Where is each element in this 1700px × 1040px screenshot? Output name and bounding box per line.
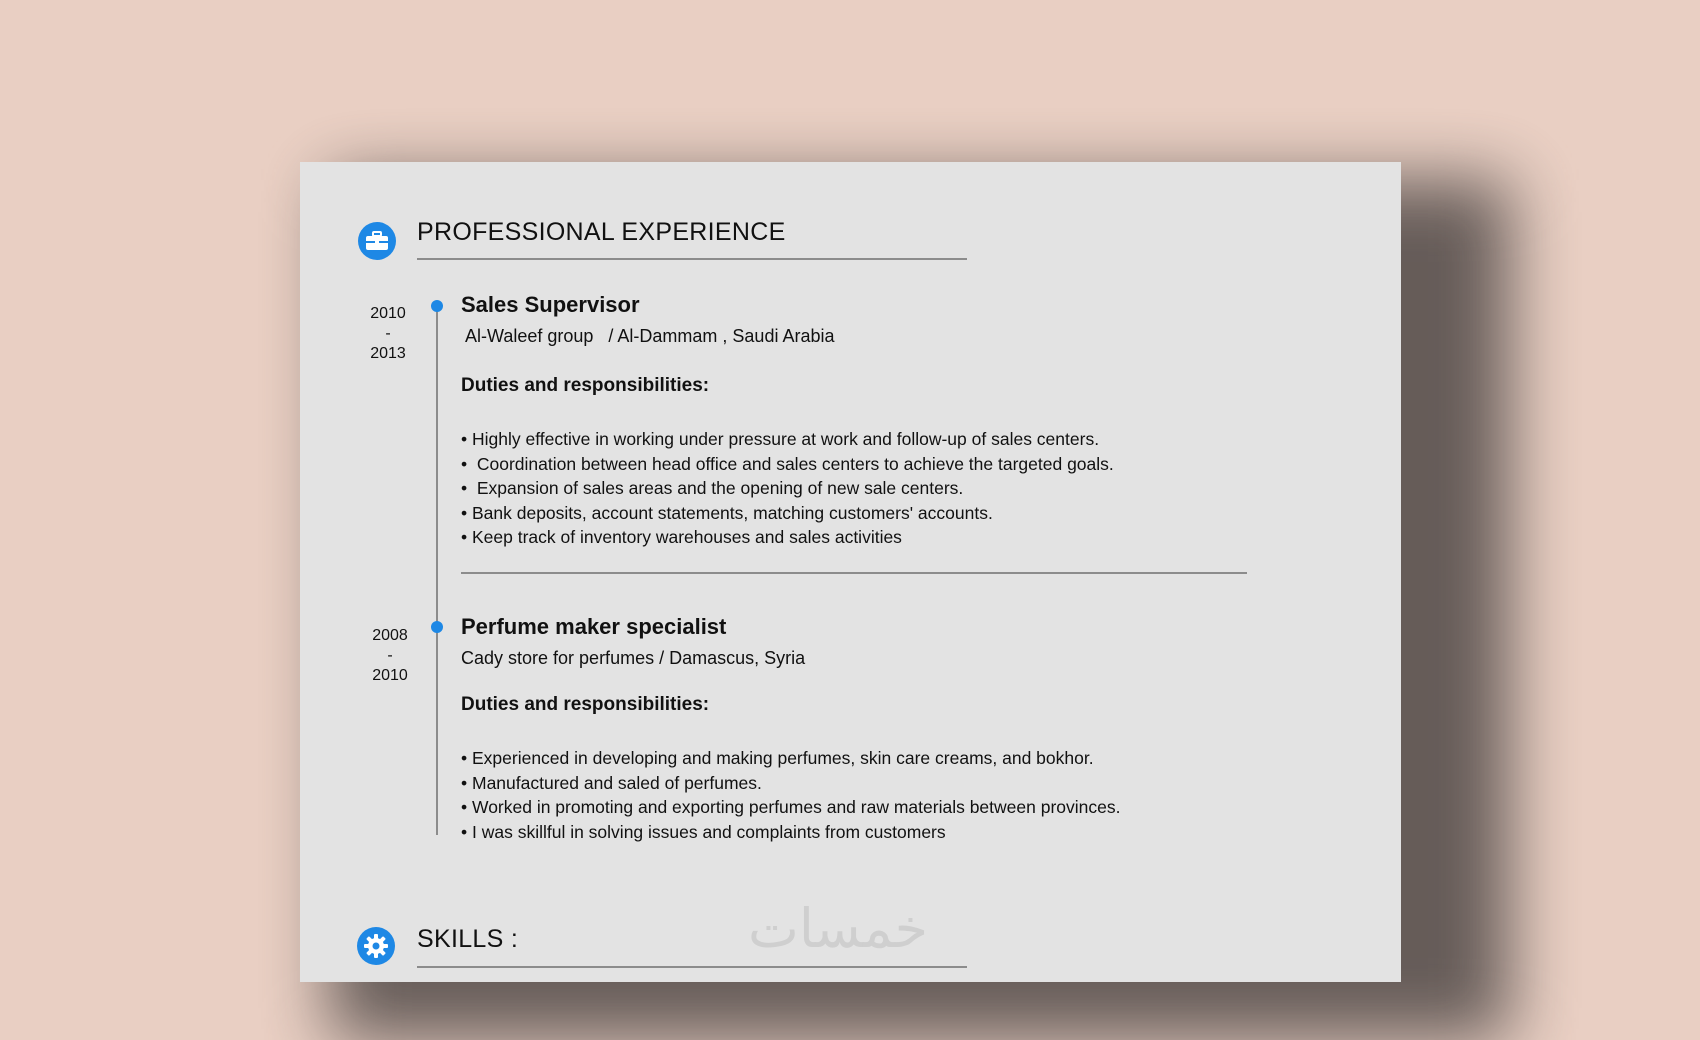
- list-item: • Coordination between head office and sales centers to achieve the targeted goals.: [461, 453, 1114, 474]
- list-item: • Keep track of inventory warehouses and sales activities: [461, 527, 902, 547]
- job-title: Sales Supervisor: [461, 292, 640, 317]
- timeline-dot: [431, 621, 443, 633]
- list-item: • Highly effective in working under pressure at work and follow-up of sales centers.: [461, 429, 1100, 449]
- section-title-skills: SKILLS :: [417, 925, 519, 953]
- duties-list: [461, 427, 1114, 550]
- job-date: 2010 - 2013: [370, 305, 406, 362]
- timeline-dot: [431, 300, 443, 312]
- list-item: • I was skillful in solving issues and complaints from customers: [461, 821, 946, 842]
- list-item: • Bank deposits, account statements, matching customers' accounts.: [461, 502, 993, 523]
- section-title-experience: PROFESSIONAL EXPERIENCE: [417, 218, 786, 246]
- resume-sheet: [300, 162, 1401, 982]
- duties-list: [461, 746, 1120, 844]
- job-company: Cady store for perfumes / Damascus, Syria: [461, 648, 806, 668]
- timeline-line: [436, 305, 438, 835]
- job-divider: [461, 572, 1247, 574]
- job-company: Al-Waleef group / Al-Dammam , Saudi Arabia: [461, 326, 835, 346]
- briefcase-icon: [358, 222, 396, 260]
- duties-heading: Duties and responsibilities:: [461, 375, 710, 396]
- section-rule: [417, 258, 967, 260]
- job-title: Perfume maker specialist: [461, 614, 727, 639]
- job-date: 2008 - 2010: [372, 627, 408, 684]
- list-item: • Worked in promoting and exporting perfumes and raw materials between provinces.: [461, 797, 1121, 817]
- duties-heading: Duties and responsibilities:: [461, 694, 710, 715]
- gear-icon: [357, 927, 395, 965]
- list-item: • Manufactured and saled of perfumes.: [461, 772, 762, 793]
- section-rule: [417, 966, 967, 968]
- list-item: • Expansion of sales areas and the opening of new sale centers.: [461, 478, 964, 498]
- watermark-logo: خمسات: [748, 897, 929, 960]
- list-item: • Experienced in developing and making perfumes, skin care creams, and bokhor.: [461, 748, 1094, 768]
